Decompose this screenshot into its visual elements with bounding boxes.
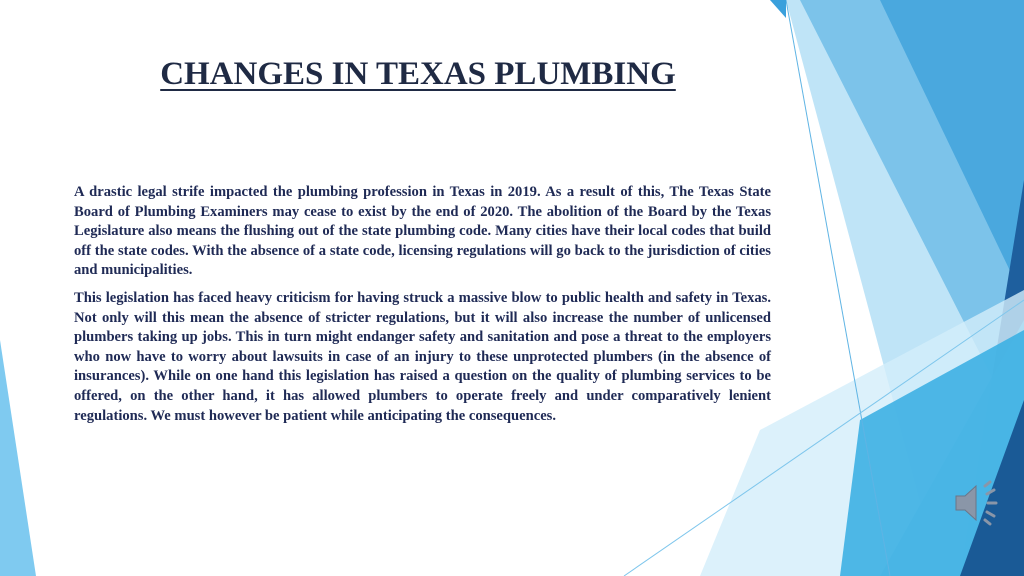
speaker-icon[interactable] [952,478,1004,528]
sound-waves [985,482,996,524]
speaker-body [956,486,976,520]
paragraph-2: This legislation has faced heavy criticism for having struck a massive blow to public health and safety in Texas. Not only will this mean the absence of stricter regulations, but it will also increase the number of unlicensed plumbers taking up jobs. This in turn might endanger safety and sanitation and pose a threat to the employers who now have to worry about lawsuits in case of an injury to these unprotected plumbers (in the absence of insurances). While on one hand this legislation has raised a question on the quality of plumbing services to be offered, on the other hand, it has allowed plumbers to operate freely and under comparatively lenient regulations. We must however be patient while anticipating the consequences. [74,289,771,424]
slide-title: CHANGES IN TEXAS PLUMBING [160,56,676,92]
left-edge-shape [0,340,36,576]
triangle-marker [770,0,786,18]
paragraph-1: A drastic legal strife impacted the plumbing profession in Texas in 2019. As a result of this, The Texas State Board of Plumbing Examiners may cease to exist by the end of 2020. The abolition of the Board by the Texas Legislature also means the flushing out of the state plumbing code. Many cities have their local codes that build off the state codes. With the absence of a state code, licensing regulations will go back to the jurisdiction of cities and municipalities. [74,184,771,279]
body-text [74,183,771,434]
